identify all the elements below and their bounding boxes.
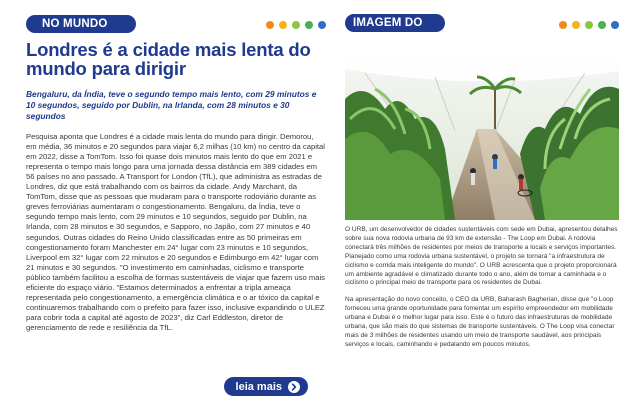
image-of-day-column — [345, 14, 619, 404]
photo-caption — [345, 226, 619, 350]
color-dot — [292, 21, 300, 29]
article-lede: Bengaluru, da Índia, teve o segundo tempo mais lento, com 29 minutos e 10 segundos, seguido por Dublin, na Irlanda, com 28 minutos e 30 segundos — [26, 89, 317, 122]
read-more-label: leia mais — [235, 380, 282, 393]
color-dots — [559, 21, 619, 29]
loop-highway-photo — [345, 59, 619, 220]
caption-paragraph: Na apresentação do novo conceito, o CEO da URB, Baharash Bagherian, disse que "o Loop forneceu uma grande oportunidade para fomentar um espírito empreendedor em mobilidade urbana e Dubai é o melhor lugar para isso. Este é o futuro das infraestruturas de mobilidade urbana, que são mais do que sistemas de transporte sustentáveis. O The Loop visa conectar mais de 3 milhões de residentes usando um meio de transporte saudável, aos principais serviços e locais, caminhando e pedalando em poucos minutos. — [345, 296, 615, 348]
color-dot — [279, 21, 287, 29]
color-dot — [318, 21, 326, 29]
color-dot — [266, 21, 274, 29]
color-dot — [559, 21, 567, 29]
color-dot — [305, 21, 313, 29]
news-column — [26, 14, 326, 404]
color-dot — [598, 21, 606, 29]
article-headline: Londres é a cidade mais lenta do mundo para dirigir — [26, 39, 311, 79]
read-more-button[interactable] — [224, 377, 308, 396]
article-body: Pesquisa aponta que Londres é a cidade mais lenta do mundo para dirigir. Demorou, em média, 36 minutos e 20 segundos para viajar 6,2 milhas (10 km) no centro da capital em 2022, disse a TomTom. Isso foi quase dois minutos mais lento do que em 2021 e representa o tempo mais longo para uma jornada dessa distância em 389 cidades em 56 países no ano passado. A Transport for London (TfL), que administra as estradas de Londres, diz que está trabalhando com os bairros da cidade. Andy Marchant, da TomTom, disse que as pessoas que mudaram para o transporte rodoviário durante as greves ferroviárias aumentaram o congestionamento. Bengaluru, da Índia, teve o segundo tempo mais lento, com 29 minutos e 10 segundos, seguido por Dublin, na Irlanda, com 28 minutos e 30 segundos, e Sapporo, no Japão, com 27 minutos e 40 segundos. Outras cidades do Reino Unido classificadas entre as 50 primeiras em congestionamento foram Manchester em 24° lugar com 23 minutos e 10 segundos, Liverpool em 32° lugar com 22 minutos e 20 segundos e Edimburgo em 42° lugar com 21 minutos e 30 segundos. "O investimento em caminhadas, ciclismo e transporte público também facilitou a escolha de formas sustentáveis de viajar que fazem uso mais eficiente do espaço viário. "Estamos determinados a enfrentar a tripla ameaça representada pelo congestionamento, a emergência climática e o ar tóxico da capital e continuaremos trabalhando com o prefeito para fazer isso, inclusive expandindo o ULEZ para cobrir toda a capital até agosto de 2023", diz Carl Eddleston, diretor de gerenciamento de rede e resiliência da TfL. — [26, 131, 325, 333]
color-dot — [611, 21, 619, 29]
chevron-right-icon — [288, 381, 300, 393]
section-tag: NO MUNDO — [26, 15, 136, 33]
caption-paragraph: O URB, um desenvolvedor de cidades sustentáveis com sede em Dubai, apresentou detalhes sobre sua nova rodovia urbana de 93 km de extensão - The Loop em Dubai. A rodovia conectará três milhões de residentes por meios de transporte a locais e serviços importantes. Planejado como uma rodovia urbana sustentável, o projeto se tornará "a infraestrutura de ciclismo e corrida mais inteligente do mundo". O URB acrescenta que o projeto proporcionará um ambiente agradável e climatizado durante todo o ano, além de tornar a caminhada e o ciclismo o principal meio de transporte para os residentes de Dubai. — [345, 226, 618, 287]
color-dots — [266, 21, 326, 29]
color-dot — [572, 21, 580, 29]
section-tag: IMAGEM DO DIA — [345, 14, 445, 32]
color-dot — [585, 21, 593, 29]
